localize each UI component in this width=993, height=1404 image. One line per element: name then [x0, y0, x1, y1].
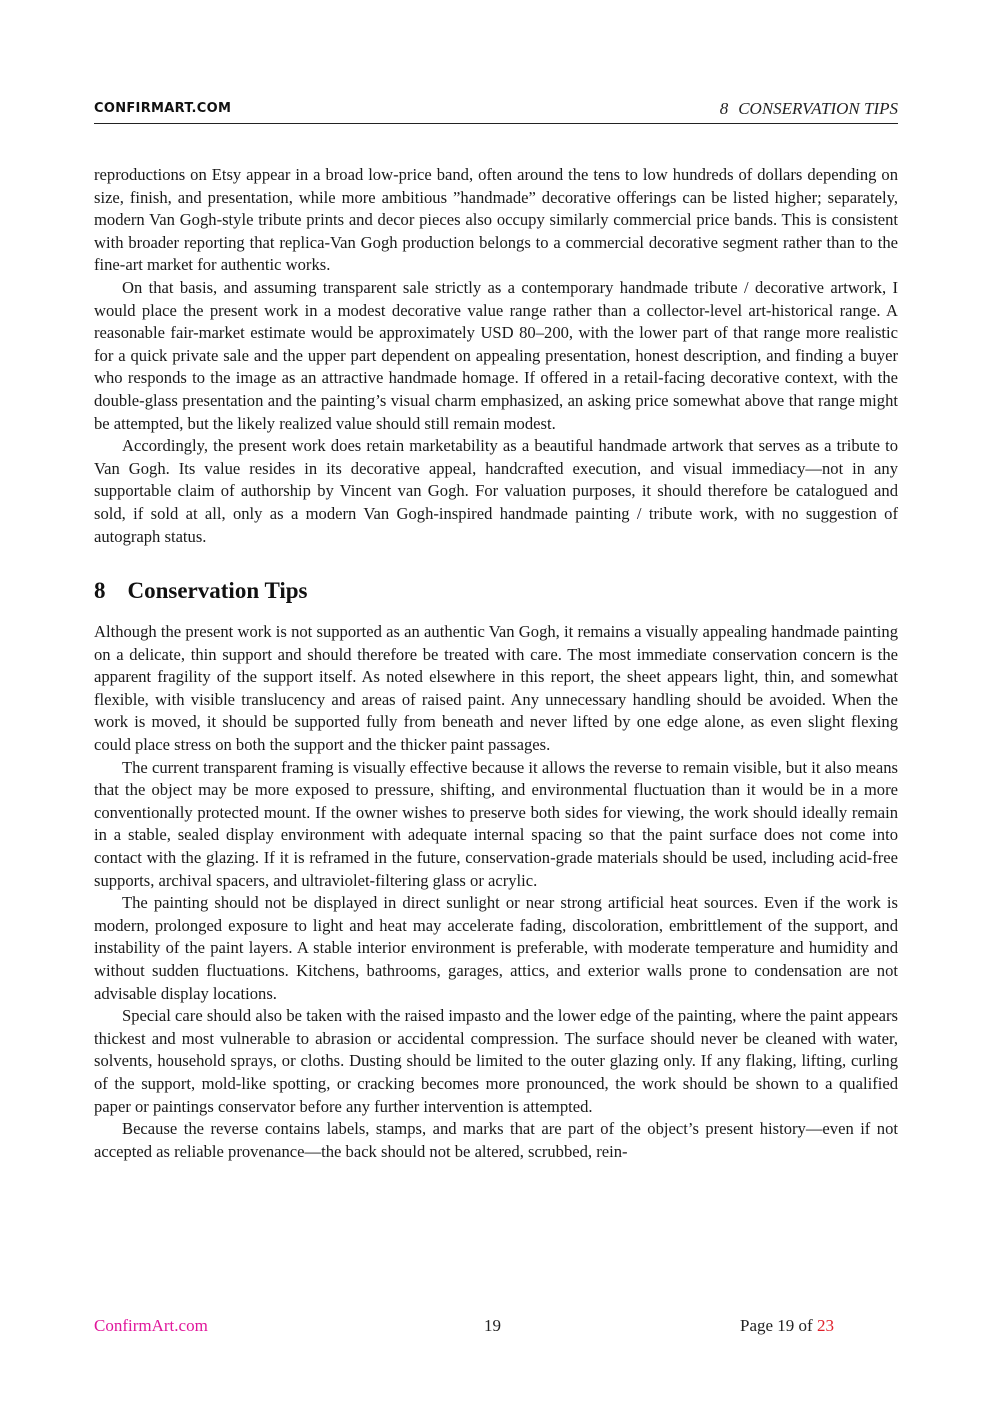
- page-total-link[interactable]: 23: [816, 1316, 834, 1335]
- footer-page-count: [740, 1316, 834, 1336]
- running-head: [720, 99, 898, 119]
- footer-page-number: 19: [484, 1316, 501, 1335]
- document-body: [94, 164, 898, 1163]
- body-paragraph: On that basis, and assuming transparent sale strictly as a contemporary handmade tribute / decorative artwork, I would place the present work in a modest decorative value range rather than a collector-level art-historical range. A reasonable fair-market estimate would be approximately USD 80–200, with the lower part of that range more realistic for a quick private sale and the upper part dependent on appealing presentation, honest description, and finding a buyer who responds to the image as an attractive handmade homage. If offered in a retail-facing decorative context, with the double-glass presentation and the painting’s visual charm emphasized, an asking price somewhat above that range might be attempted, but the likely realized value should still remain modest.: [94, 277, 898, 433]
- body-paragraph: Special care should also be taken with the raised impasto and the lower edge of the painting, where the paint appears thickest and most vulnerable to abrasion or accidental compression. The surface should never be cleaned with water, solvents, household sprays, or cloths. Dusting should be limited to the outer glazing only. If any flaking, lifting, curling of the support, mold-like spotting, or cracking becomes more pronounced, the work should be shown to a qualified paper or paintings conservator before any further intervention is attempted.: [94, 1006, 898, 1116]
- body-paragraph: The painting should not be displayed in direct sunlight or near strong artificial heat sources. Even if the work is modern, prolonged exposure to light and heat may accelerate fading, discoloration, embrittlement of the support, and instability of the paint layers. A stable interior environment is preferable, with moderate temperature and humidity and without sudden fluctuations. Kitchens, bathrooms, garages, attics, and exterior walls prone to condensation are not advisable display locations.: [94, 893, 898, 1003]
- running-head-number: 8: [719, 99, 729, 118]
- body-paragraph: Although the present work is not supported as an authentic Van Gogh, it remains a visually appealing handmade painting on a delicate, thin support and should therefore be treated with care. The most immediate conservation concern is the apparent fragility of the support itself. As noted elsewhere in this report, the sheet appears light, thin, and somewhat flexible, with visible translucency and areas of raised paint. Any unnecessary handling should be avoided. When the work is moved, it should be supported fully from beneath and never lifted by one edge alone, as even slight flexing could place stress on both the support and the thicker paint passages.: [94, 622, 898, 755]
- body-paragraph: Accordingly, the present work does retain marketability as a beautiful handmade artwork that serves as a tribute to Van Gogh. Its value resides in its decorative appeal, handcrafted execution, and visual immediacy—not in any supportable claim of authorship by Vincent van Gogh. For valuation purposes, it should therefore be catalogued and sold, if sold at all, only as a modern Van Gogh-inspired handmade painting / tribute work, with no suggestion of autograph status.: [94, 436, 898, 546]
- page-footer: [94, 1316, 898, 1340]
- section-number: 8: [94, 578, 106, 604]
- body-paragraph: reproductions on Etsy appear in a broad low-price band, often around the tens to low hundreds of dollars depending on size, finish, and presentation, while more ambitious ”handmade” decorative offerings can be listed higher; separately, modern Van Gogh-style tribute prints and decor pieces also occupy similarly commercial price bands. This is consistent with broader reporting that replica-Van Gogh production belongs to a commercial decorative segment rather than to the fine-art market for authentic works.: [94, 165, 898, 275]
- running-head-title: CONSERVATION TIPS: [738, 99, 898, 118]
- body-paragraph: The current transparent framing is visually effective because it allows the reverse to remain visible, but it also means that the object may be more exposed to pressure, shifting, and environmental fluctuation than it would be in a more conventionally protected mount. If the owner wishes to preserve both sides for viewing, the work should ideally remain in a stable, sealed display environment with adequate internal spacing so that the paint surface does not come into contact with the glazing. If it is reframed in the future, conservation-grade materials should be used, including acid-free supports, archival spacers, and ultraviolet-filtering glass or acrylic.: [94, 757, 898, 890]
- brand-logo[interactable]: CONFIRMART.COM: [94, 101, 232, 116]
- page-count-prefix: Page 19 of: [740, 1316, 813, 1335]
- footer-site-link[interactable]: ConfirmArt.com: [94, 1316, 208, 1335]
- section-heading: [94, 577, 898, 605]
- section-title: Conservation Tips: [127, 578, 308, 604]
- page-header: [94, 99, 898, 124]
- body-paragraph: Because the reverse contains labels, stamps, and marks that are part of the object’s present history—even if not accepted as reliable provenance—the back should not be altered, scrubbed, rein-: [94, 1119, 898, 1161]
